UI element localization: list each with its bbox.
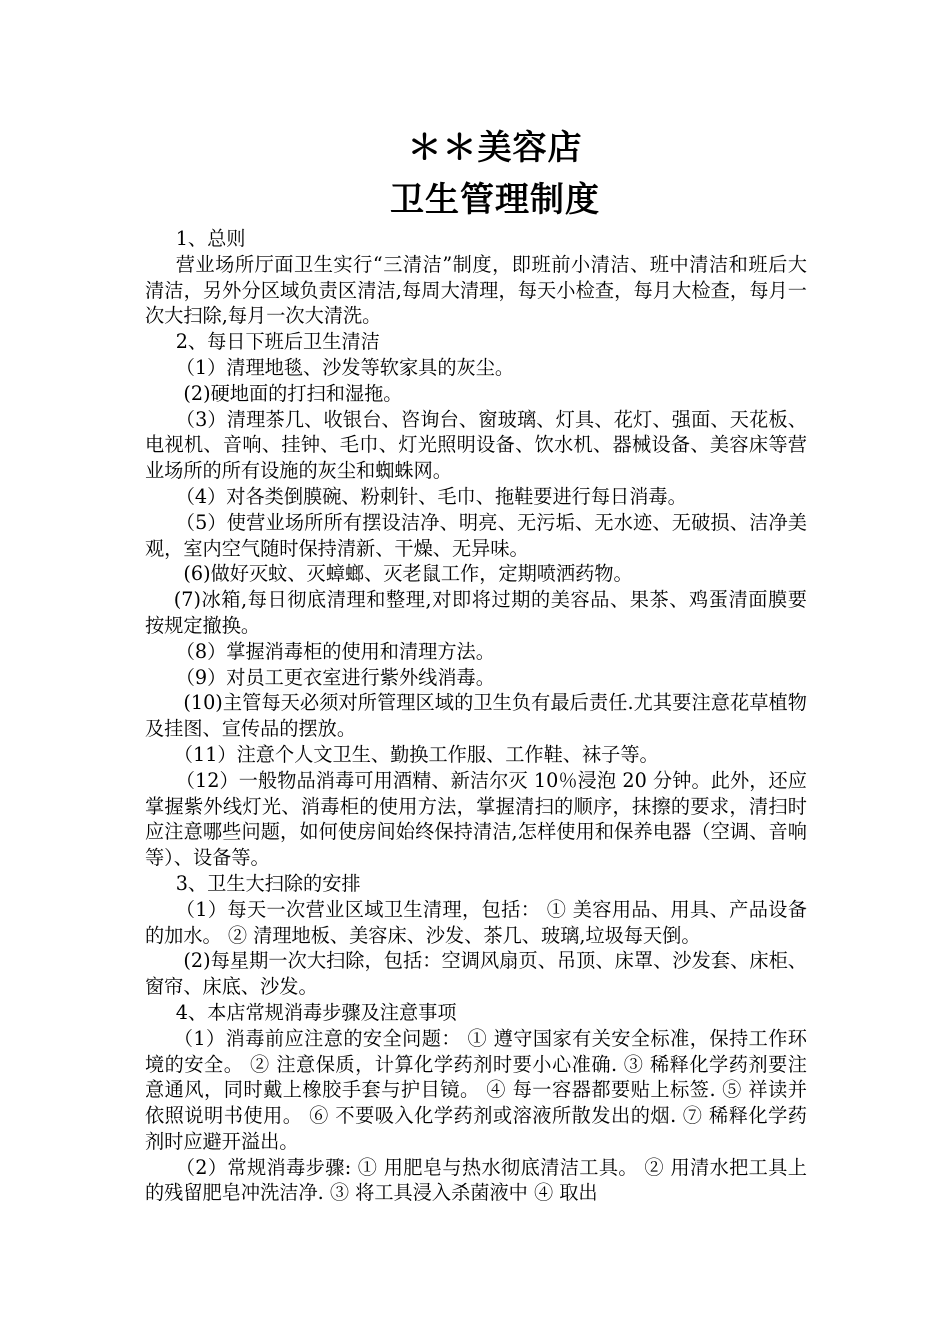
section-heading: 2、每日下班后卫生清洁 bbox=[175, 330, 380, 354]
list-item: （11）注意个人文卫生、勤换工作服、工作鞋、袜子等。 bbox=[173, 742, 659, 766]
list-item: (7)冰箱,每日彻底清理和整理,对即将过期的美容品、果茶、鸡蛋清面膜要按规定撤换。 bbox=[145, 588, 807, 637]
list-item: （9）对员工更衣室进行紫外线消毒。 bbox=[175, 665, 495, 689]
paragraph: 营业场所厅面卫生实行“三清洁”制度，即班前小清洁、班中清洁和班后大清洁，另外分区域负责区清洁,每周大清理，每天小检查，每月大检查，每月一次大扫除,每月一次大清洗。 bbox=[145, 252, 807, 328]
list-item: (10)主管每天必须对所管理区域的卫生负有最后责任.尤其要注意花草植物及挂图、宣传品的摆放。 bbox=[145, 691, 807, 741]
section-heading: 4、本店常规消毒步骤及注意事项 bbox=[175, 1000, 457, 1024]
section-heading: 1、总则 bbox=[175, 227, 246, 250]
list-item: （3）清理茶几、收银台、咨询台、窗玻璃、灯具、花灯、强面、天花板、电视机、音响、挂钟、毛巾、灯光照明设备、饮水机、器械设备、美容床等营业场所的所有设施的灰尘和蜘蛛网。 bbox=[145, 407, 807, 483]
list-item: （1）每天一次营业区域卫生清理，包括： ① 美容用品、用具、产品设备的加水。 ② 清理地板、美容床、沙发、茶几、玻璃,垃圾每天倒。 bbox=[145, 897, 807, 947]
list-item: （1）消毒前应注意的安全问题： ① 遵守国家有关安全标准，保持工作环境的安全。 ② 注意保质，计算化学药剂时要小心准确. ③ 稀释化学药剂要注意通风，同时戴上橡胶手套与护目镜。 ④ 每一容器都要贴上标签. ⑤ 祥读并依照说明书使用。 ⑥ 不要吸入化学药剂或溶液所散发出的烟. ⑦ 稀释化学药剂时应避开溢出。 bbox=[145, 1026, 807, 1153]
document-body bbox=[145, 226, 807, 1206]
list-item: （2）常规消毒步骤: ① 用肥皂与热水彻底清洁工具。 ② 用清水把工具上的残留肥皂冲洗洁净. ③ 将工具浸入杀菌液中 ④ 取出 bbox=[145, 1155, 807, 1205]
list-item: （1）清理地毯、沙发等软家具的灰尘。 bbox=[175, 355, 515, 379]
list-item: (2)硬地面的打扫和湿拖。 bbox=[183, 381, 403, 405]
document-title-policy: 卫生管理制度 bbox=[390, 180, 600, 220]
list-item: （12）一般物品消毒可用酒精、新洁尔灭 10％浸泡 20 分钟。此外，还应掌握紫外线灯光、消毒柜的使用方法，掌握清扫的顺序，抹擦的要求，清扫时应注意哪些问题，如何使房间始终保持清洁,怎样使用和保养电器（空调、音响等）、设备等。 bbox=[145, 768, 807, 870]
list-item: (2)每星期一次大扫除，包括：空调风扇页、吊顶、床罩、沙发套、床柜、窗帘、床底、沙发。 bbox=[145, 949, 807, 999]
section-heading: 3、卫生大扫除的安排 bbox=[175, 871, 361, 895]
list-item: （4）对各类倒膜碗、粉刺针、毛巾、拖鞋要进行每日消毒。 bbox=[175, 484, 687, 508]
list-item: （5）使营业场所所有摆设洁净、明亮、无污垢、无水迹、无破损、洁净美观，室内空气随时保持清新、干燥、无异味。 bbox=[145, 510, 807, 560]
list-item: （8）掌握消毒柜的使用和清理方法。 bbox=[175, 639, 495, 663]
list-item: (6)做好灭蚊、灭蟑螂、灭老鼠工作，定期喷洒药物。 bbox=[183, 562, 633, 586]
document-title-store: ＊＊美容店 bbox=[407, 128, 583, 168]
